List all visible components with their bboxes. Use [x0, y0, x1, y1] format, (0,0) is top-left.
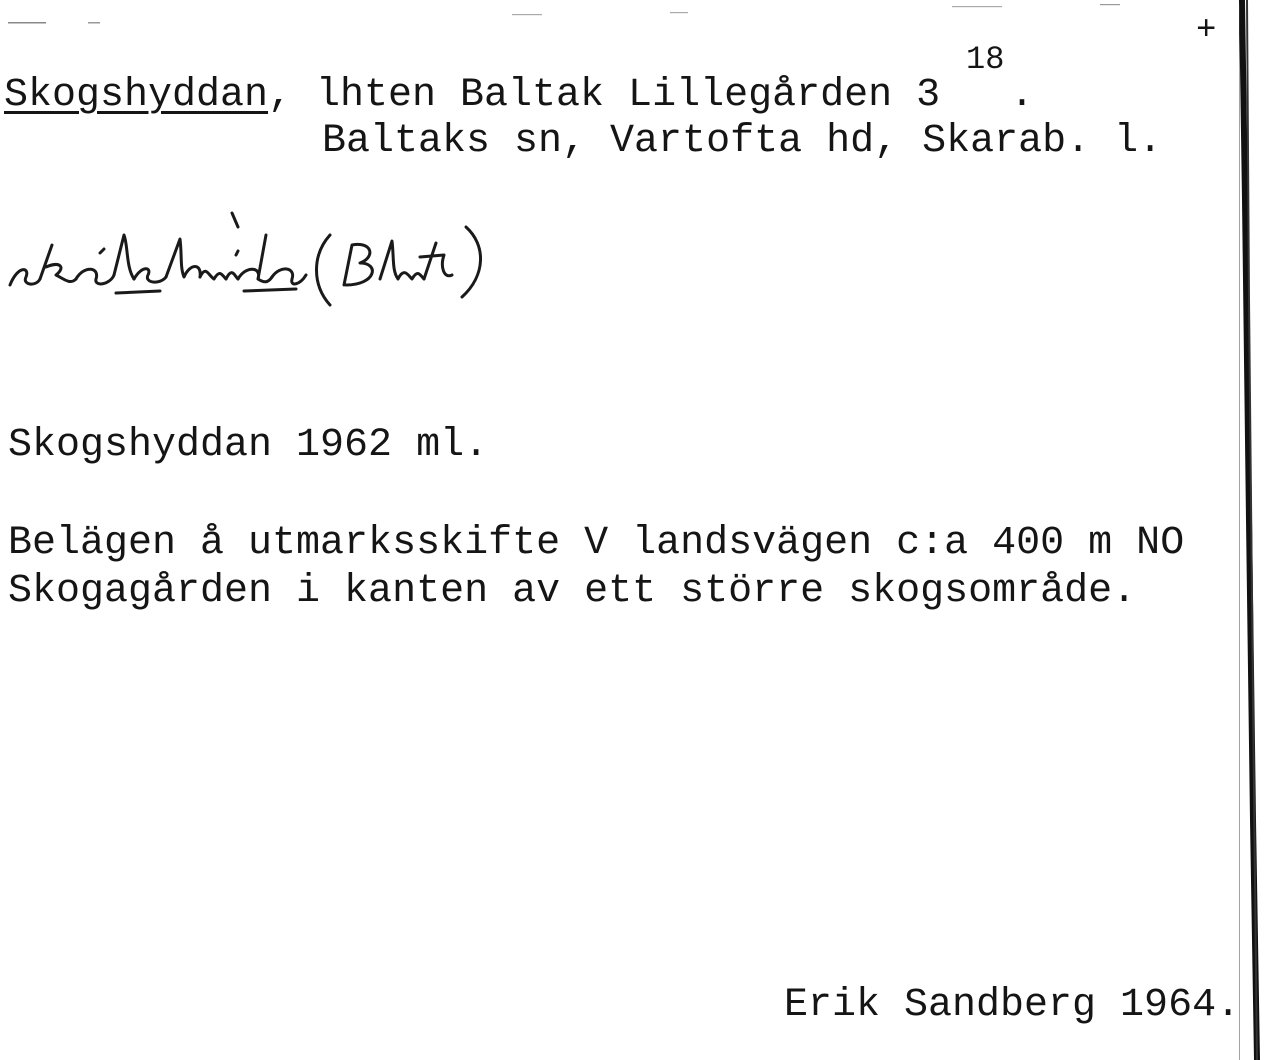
description-line-2: Skogagården i kanten av ett större skogsområde.	[8, 569, 1137, 614]
scan-specks	[0, 0, 1287, 30]
description-line-1: Belägen å utmarksskifte V landsvägen c:a 400 m NO	[8, 521, 1185, 566]
location-line-1-end: .	[1010, 73, 1035, 118]
location-superscript: 18	[966, 41, 1005, 78]
card-edge	[1239, 0, 1287, 1060]
location-line-2: Baltaks sn, Vartofta hd, Skarab. l.	[322, 119, 1163, 164]
record-line: Skogshyddan 1962 ml.	[8, 423, 489, 468]
signature: Erik Sandberg 1964.	[784, 983, 1241, 1028]
headword: Skogshyddan	[4, 73, 269, 118]
plus-mark: +	[1196, 12, 1217, 50]
handwritten-note	[0, 205, 700, 315]
location-line-1: , lhten Baltak Lillegården 3	[268, 73, 941, 118]
